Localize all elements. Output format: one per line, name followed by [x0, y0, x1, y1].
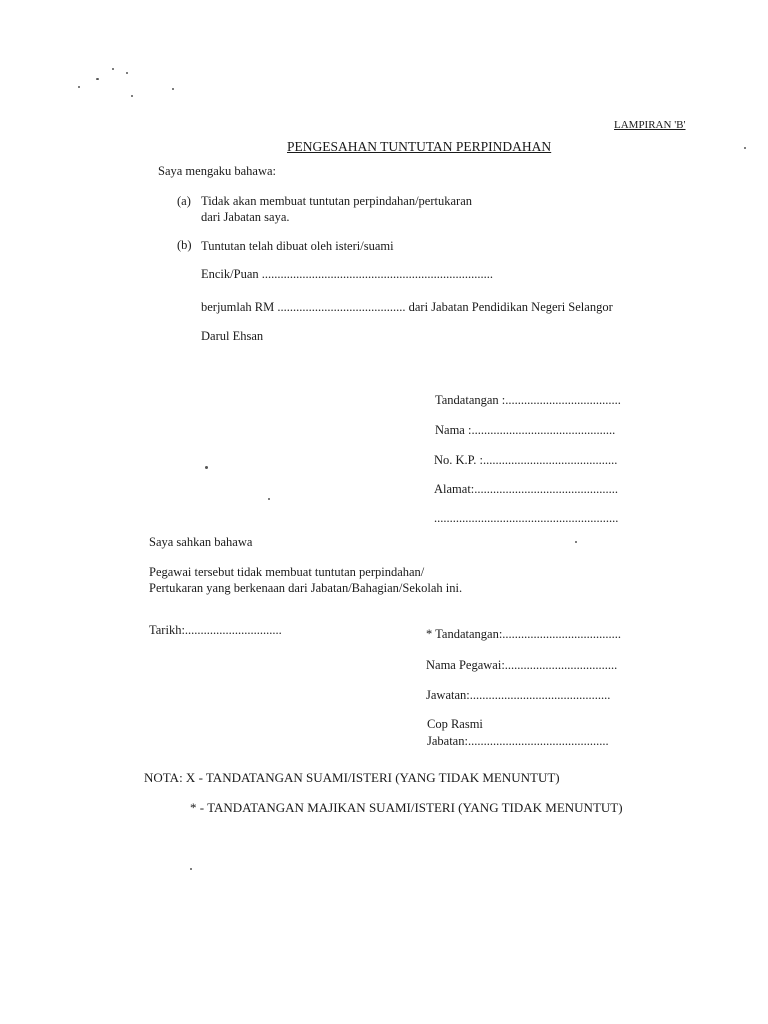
scan-speck [205, 466, 208, 469]
claimant-address-field[interactable]: Alamat:.............................................. [434, 482, 619, 496]
item-a-line1: Tidak akan membuat tuntutan perpindahan/pertukaran [201, 194, 472, 208]
item-a-marker: (a) [177, 194, 191, 208]
scan-speck [575, 541, 577, 543]
scan-speck [131, 95, 133, 97]
note-line-1: NOTA: X - TANDATANGAN SUAMI/ISTERI (YANG TIDAK MENUNTUT) [144, 770, 560, 785]
scan-speck [268, 498, 270, 500]
date-field[interactable]: Tarikh:............................... [149, 623, 282, 637]
claim-amount-field[interactable]: berjumlah RM ......................................... dari Jabatan Pendidikan Negeri Selangor [201, 300, 613, 314]
item-a-line2: dari Jabatan saya. [201, 210, 290, 224]
claimant-ic-field[interactable]: No. K.P. :........................................... [434, 453, 618, 467]
amount-line-continuation: Darul Ehsan [201, 329, 264, 343]
spouse-name-field[interactable]: Encik/Puan .......................................................................... [201, 267, 494, 281]
scan-speck [126, 72, 128, 74]
department-field[interactable]: Jabatan:............................................. [427, 734, 609, 748]
scan-speck [172, 88, 174, 90]
claimant-name-field[interactable]: Nama :.............................................. [435, 423, 616, 437]
confirmation-line2: Pertukaran yang berkenaan dari Jabatan/Bahagian/Sekolah ini. [149, 581, 463, 595]
scan-speck [112, 68, 114, 70]
officer-name-field[interactable]: Nama Pegawai:.................................... [426, 658, 618, 672]
declaration-intro: Saya mengaku bahawa: [158, 164, 277, 178]
item-b-marker: (b) [177, 238, 192, 252]
scan-speck [96, 78, 99, 80]
note-line-2: * - TANDATANGAN MAJIKAN SUAMI/ISTERI (YANG TIDAK MENUNTUT) [190, 800, 623, 815]
position-field[interactable]: Jawatan:............................................. [426, 688, 611, 702]
confirmation-intro: Saya sahkan bahawa [149, 535, 253, 549]
claimant-address-continuation[interactable]: ........................................................... [434, 511, 619, 525]
official-stamp-label: Cop Rasmi [427, 717, 483, 731]
claimant-signature-field[interactable]: Tandatangan :..................................... [435, 393, 621, 407]
employer-signature-field[interactable]: * Tandatangan:...................................... [426, 627, 622, 641]
confirmation-line1: Pegawai tersebut tidak membuat tuntutan perpindahan/ [149, 565, 425, 579]
document-title: PENGESAHAN TUNTUTAN PERPINDAHAN [287, 139, 552, 154]
annex-label: LAMPIRAN 'B' [614, 119, 686, 131]
scan-speck [190, 868, 192, 870]
item-b-line1: Tuntutan telah dibuat oleh isteri/suami [201, 239, 394, 253]
scan-speck [78, 86, 80, 88]
scan-speck [744, 147, 746, 149]
